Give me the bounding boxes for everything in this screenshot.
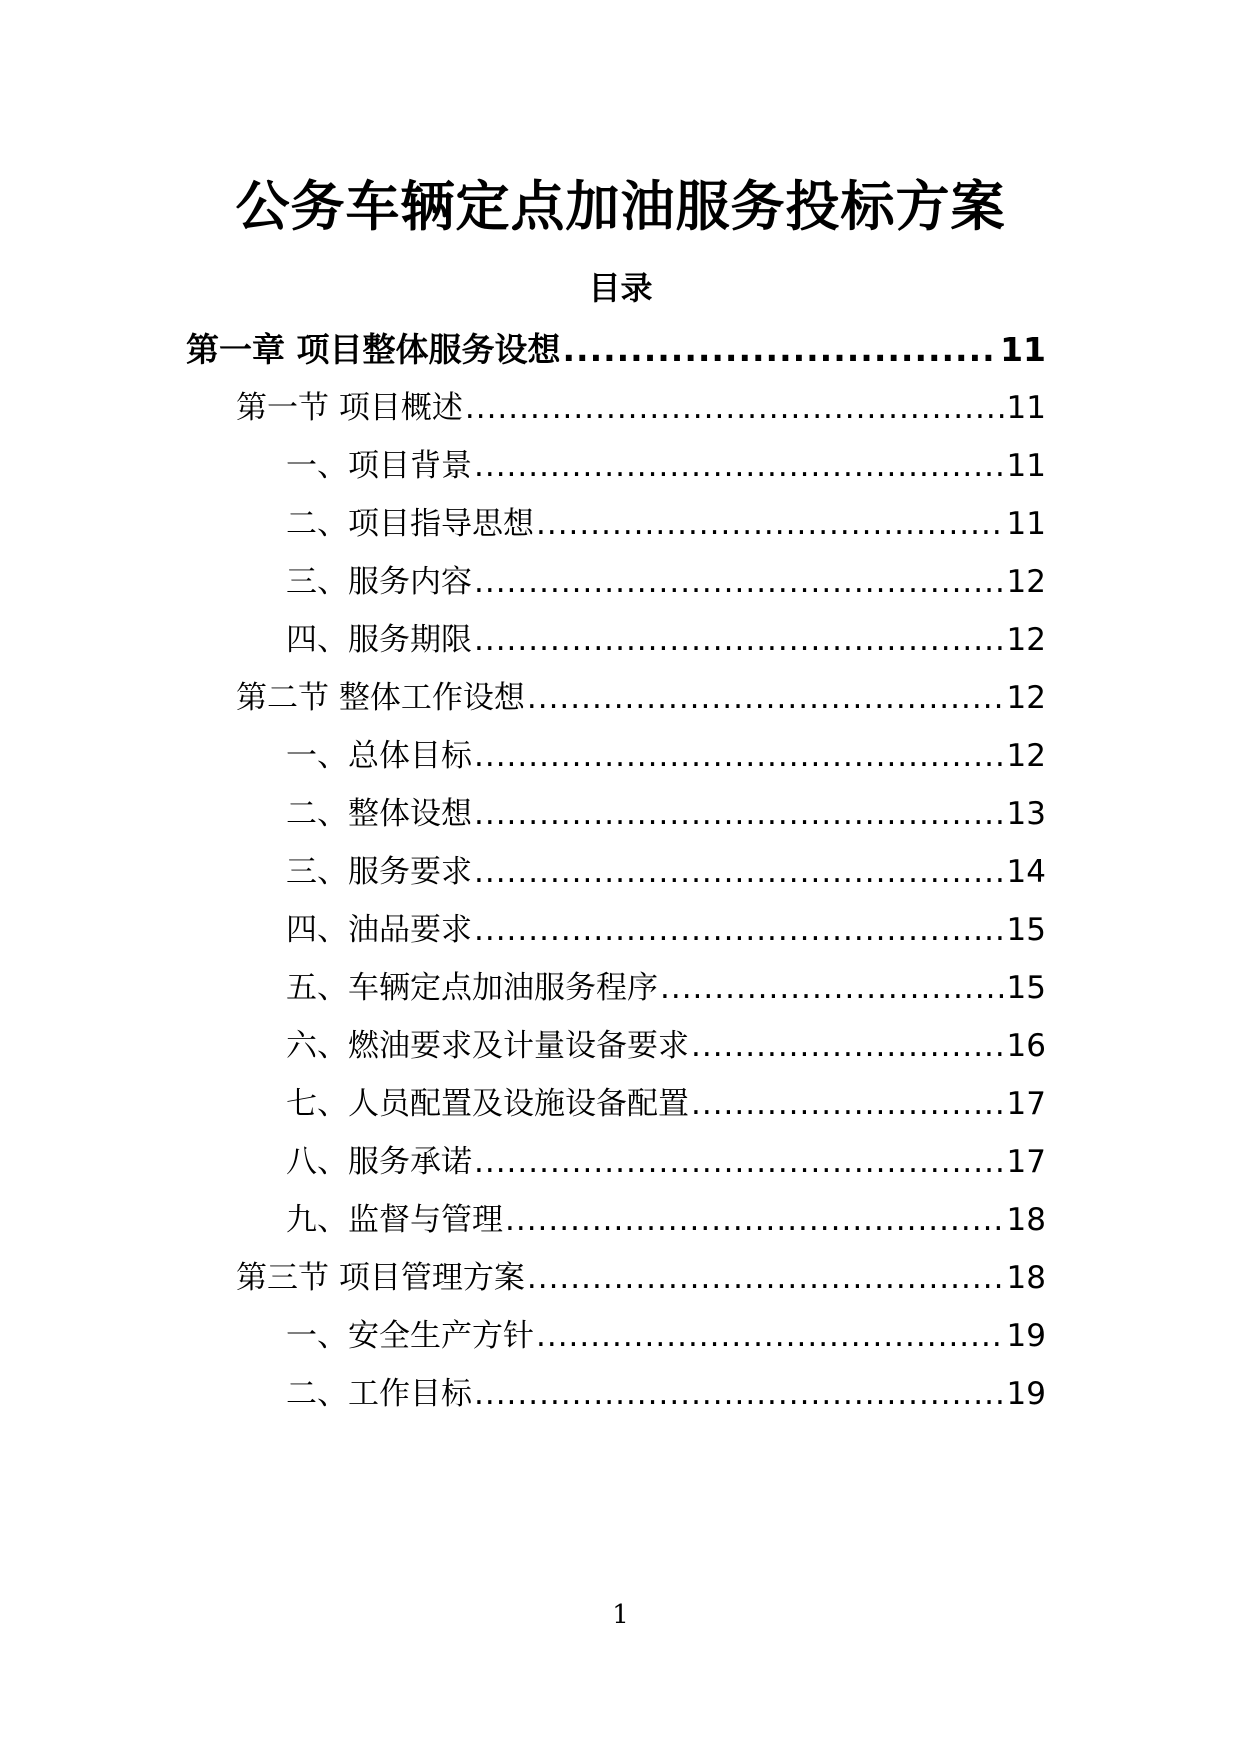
toc-entry[interactable] <box>286 1140 1046 1184</box>
toc-entry-label: 一、项目背景 <box>286 448 472 484</box>
toc-entry[interactable] <box>286 850 1046 894</box>
toc-entry-label: 七、人员配置及设施设备配置 <box>286 1086 689 1122</box>
toc-dot-leader <box>474 1140 1005 1184</box>
toc-entry-label: 四、油品要求 <box>286 912 472 948</box>
toc-dot-leader <box>474 1372 1005 1416</box>
toc-dot-leader <box>474 734 1005 778</box>
toc-entry-page: 14 <box>1006 854 1046 890</box>
toc-entry-label: 一、安全生产方针 <box>286 1318 534 1354</box>
toc-entry-page: 18 <box>1006 1202 1046 1238</box>
toc-entry-label: 第一章 项目整体服务设想 <box>186 330 561 369</box>
toc-entry-label: 第三节 项目管理方案 <box>236 1260 525 1296</box>
toc-dot-leader <box>563 328 999 372</box>
toc-dot-leader <box>536 502 1005 546</box>
toc-entry-label: 二、整体设想 <box>286 796 472 832</box>
toc-entry-label: 第二节 整体工作设想 <box>236 680 525 716</box>
toc-entry[interactable] <box>286 1198 1046 1242</box>
toc-dot-leader <box>505 1198 1005 1242</box>
toc-entry-page: 11 <box>1000 330 1046 369</box>
toc-entry-label: 二、项目指导思想 <box>286 506 534 542</box>
toc-dot-leader <box>660 966 1005 1010</box>
toc-dot-leader <box>527 1256 1005 1300</box>
toc-entry-page: 19 <box>1006 1318 1046 1354</box>
toc-entry[interactable] <box>286 734 1046 778</box>
toc-entry[interactable] <box>286 560 1046 604</box>
toc-entry-page: 11 <box>1006 390 1046 426</box>
document-title: 公务车辆定点加油服务投标方案 <box>235 175 1006 238</box>
toc-entry[interactable] <box>286 502 1046 546</box>
toc-entry-label: 三、服务要求 <box>286 854 472 890</box>
toc-entry-page: 12 <box>1006 564 1046 600</box>
toc-dot-leader <box>691 1082 1005 1126</box>
toc-entry[interactable] <box>286 792 1046 836</box>
toc-entry[interactable] <box>286 1314 1046 1358</box>
toc-dot-leader <box>465 386 1005 430</box>
toc-entry-label: 五、车辆定点加油服务程序 <box>286 970 658 1006</box>
toc-entry-page: 18 <box>1006 1260 1046 1296</box>
toc-dot-leader <box>474 792 1005 836</box>
toc-entry-label: 六、燃油要求及计量设备要求 <box>286 1028 689 1064</box>
toc-entry[interactable] <box>286 908 1046 952</box>
toc-entry-page: 11 <box>1006 506 1046 542</box>
toc-entry-label: 一、总体目标 <box>286 738 472 774</box>
toc-entry-page: 12 <box>1006 622 1046 658</box>
toc-entry-label: 第一节 项目概述 <box>236 390 463 426</box>
toc-entry-label: 二、工作目标 <box>286 1376 472 1412</box>
toc-entry-page: 12 <box>1006 680 1046 716</box>
toc-dot-leader <box>474 850 1005 894</box>
toc-entry[interactable] <box>286 618 1046 662</box>
toc-dot-leader <box>691 1024 1005 1068</box>
toc-entry[interactable] <box>236 1256 1046 1300</box>
toc-dot-leader <box>536 1314 1005 1358</box>
toc-entry-page: 16 <box>1006 1028 1046 1064</box>
toc-dot-leader <box>527 676 1005 720</box>
toc-entry[interactable] <box>286 966 1046 1010</box>
toc-heading: 目录 <box>588 269 653 307</box>
toc-entry[interactable] <box>236 676 1046 720</box>
toc-entry-page: 19 <box>1006 1376 1046 1412</box>
toc-entry[interactable] <box>286 444 1046 488</box>
toc-dot-leader <box>474 908 1005 952</box>
page-number: 1 <box>612 1600 629 1630</box>
toc-entry[interactable] <box>286 1082 1046 1126</box>
toc-entry-page: 12 <box>1006 738 1046 774</box>
toc-entry-page: 13 <box>1006 796 1046 832</box>
toc-entry-label: 三、服务内容 <box>286 564 472 600</box>
toc-entry-label: 九、监督与管理 <box>286 1202 503 1238</box>
toc-entry[interactable] <box>186 328 1046 372</box>
toc-entry[interactable] <box>236 386 1046 430</box>
toc-entry-page: 17 <box>1006 1144 1046 1180</box>
toc-dot-leader <box>474 618 1005 662</box>
toc-entry-page: 11 <box>1006 448 1046 484</box>
toc-entry[interactable] <box>286 1024 1046 1068</box>
toc-entry-label: 八、服务承诺 <box>286 1144 472 1180</box>
toc-dot-leader <box>474 560 1005 604</box>
toc-entry-page: 15 <box>1006 912 1046 948</box>
toc-entry-page: 15 <box>1006 970 1046 1006</box>
toc-dot-leader <box>474 444 1005 488</box>
toc-entry-page: 17 <box>1006 1086 1046 1122</box>
toc-entry-label: 四、服务期限 <box>286 622 472 658</box>
toc-entry[interactable] <box>286 1372 1046 1416</box>
